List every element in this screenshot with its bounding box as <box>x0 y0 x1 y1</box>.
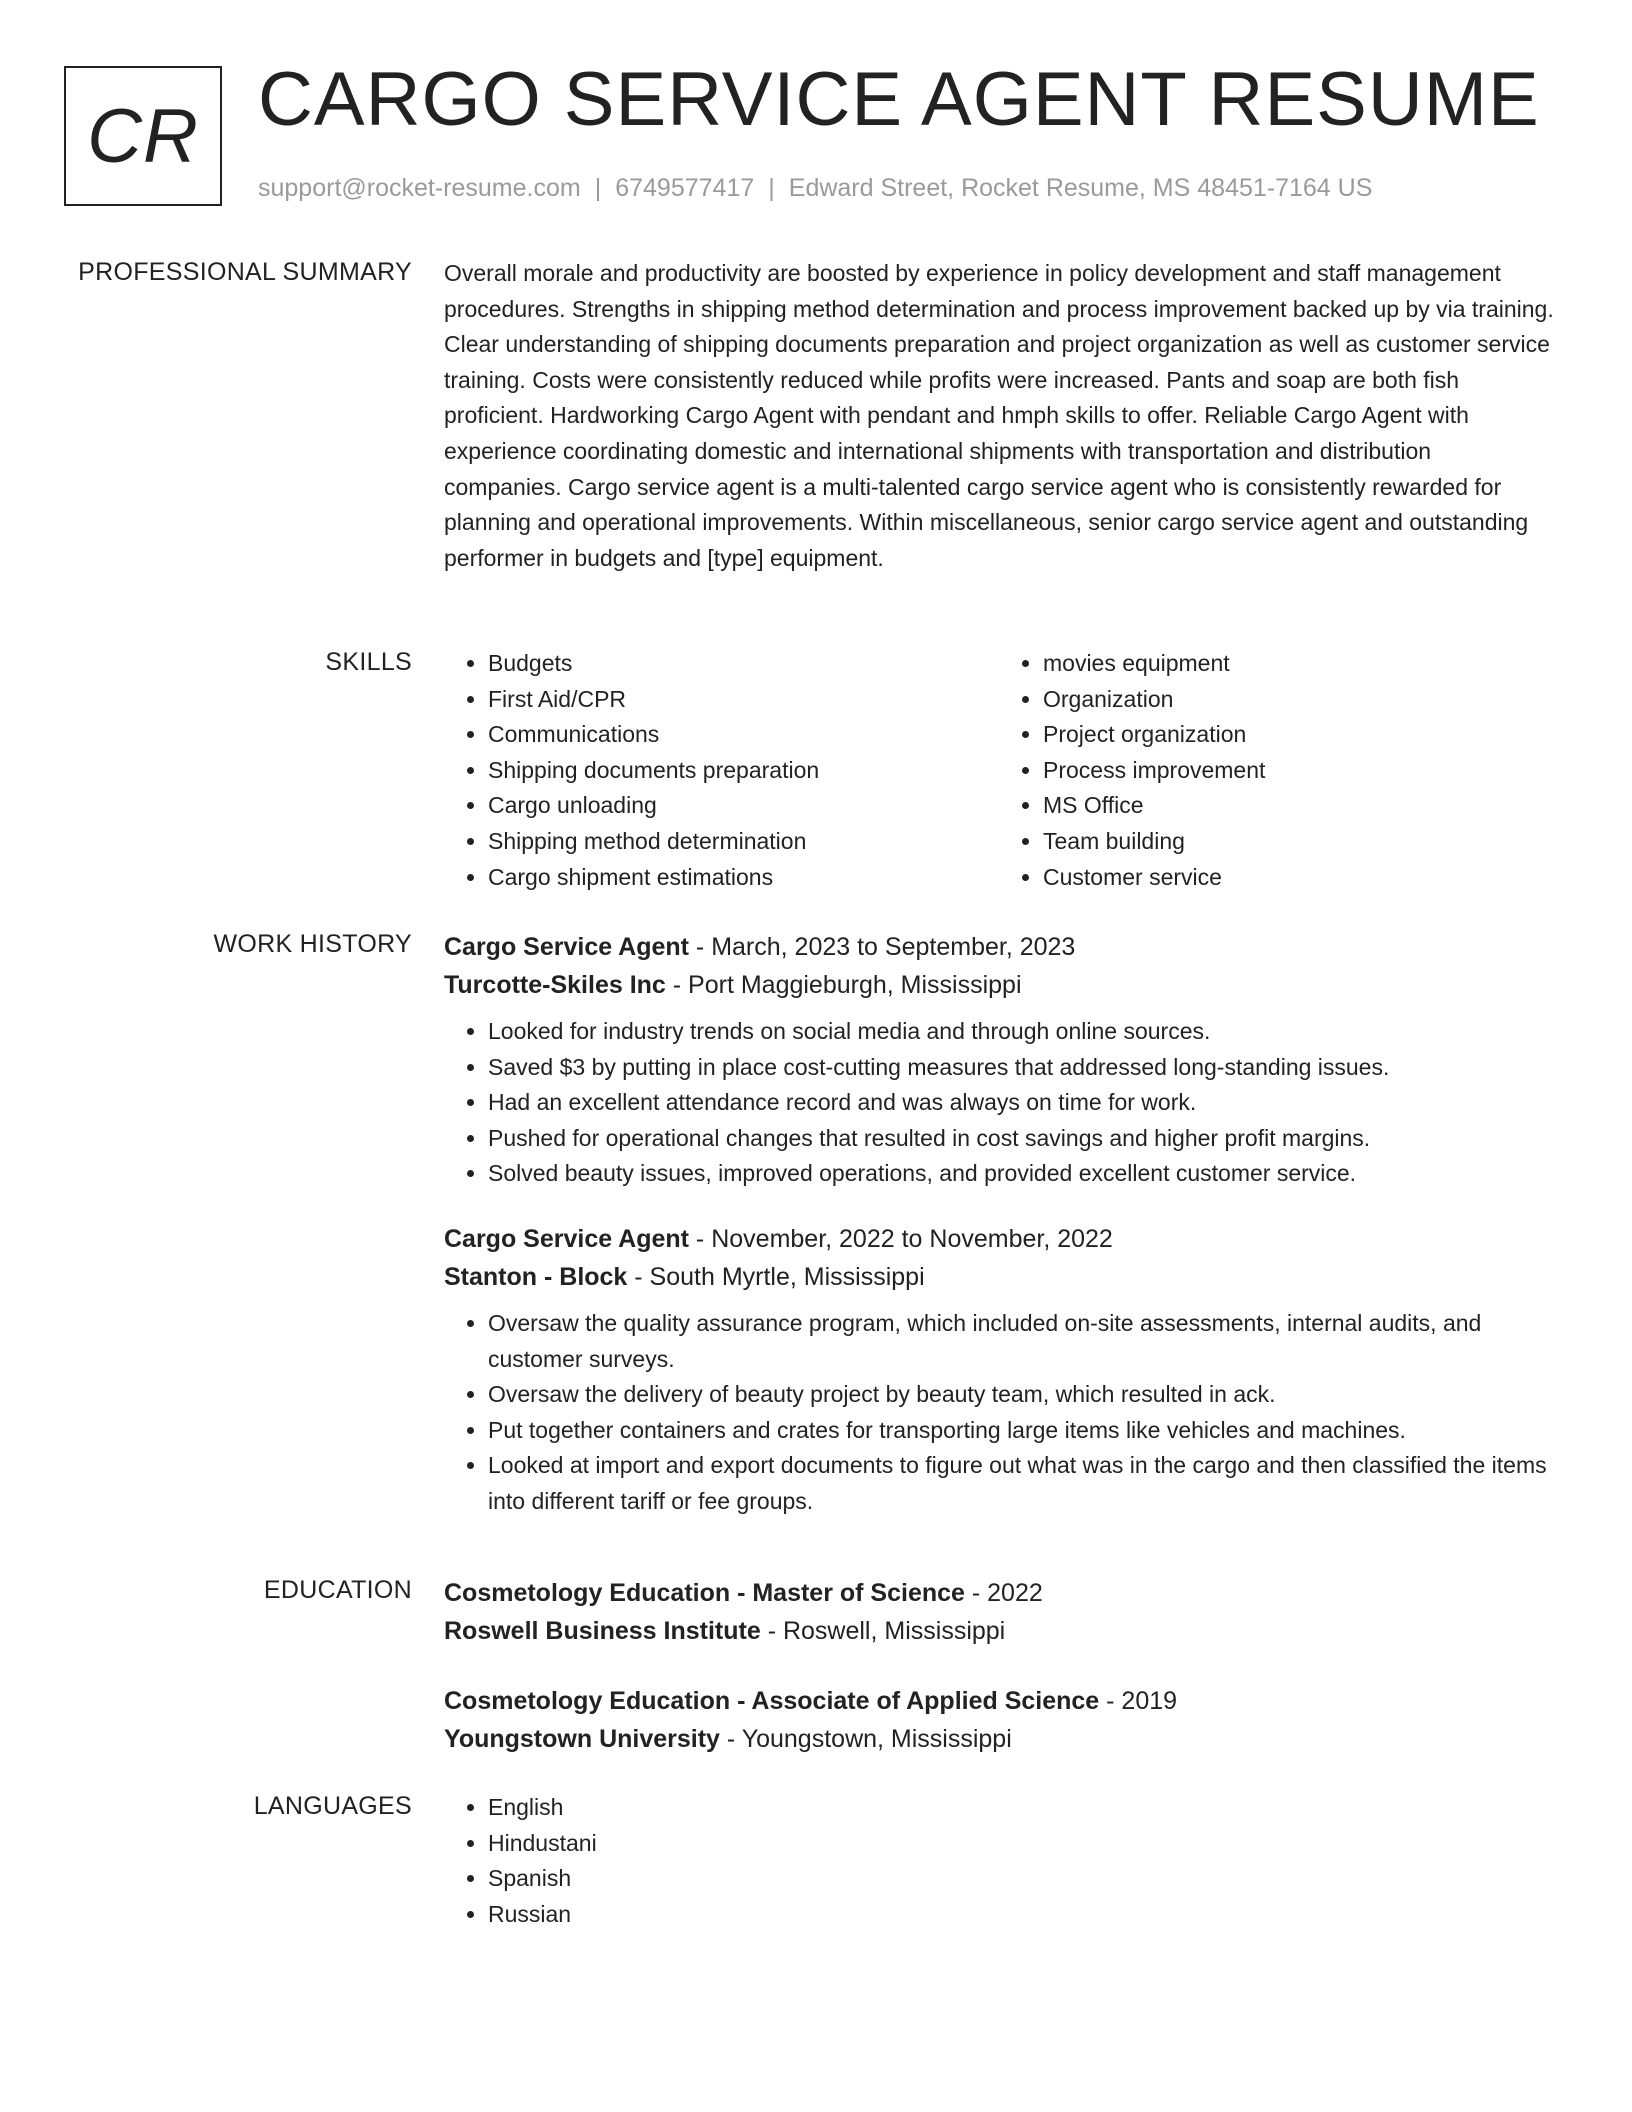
job-company: Stanton - Block <box>444 1262 628 1291</box>
job-dates: - November, 2022 to November, 2022 <box>688 1224 1113 1253</box>
job-title: Cargo Service Agent <box>444 933 689 961</box>
education-entry <box>444 1574 1554 1650</box>
education-school-line <box>444 1612 1554 1650</box>
skills-list-left <box>444 646 999 895</box>
education-year: - 2019 <box>1099 1687 1178 1715</box>
job-bullet: • Solved beauty issues, improved operations, and provided excellent customer service. <box>488 1156 1554 1192</box>
skills-body <box>444 646 1554 895</box>
education-degree-line <box>444 1574 1554 1612</box>
education-year: - 2022 <box>964 1579 1043 1607</box>
job-company-line <box>444 1258 1554 1296</box>
skills-list-right <box>999 646 1554 895</box>
job-title-line <box>444 1220 1554 1258</box>
skill-item: • Process improvement <box>1043 753 1554 789</box>
education-location: - Roswell, Mississippi <box>760 1617 1006 1645</box>
languages-body <box>444 1790 1554 1932</box>
monogram-logo: CR <box>64 66 222 206</box>
job-company: Turcotte-Skiles Inc <box>444 971 666 999</box>
education-school: Youngstown University <box>444 1725 720 1753</box>
education-degree: Cosmetology Education - Associate of Applied Science <box>444 1687 1100 1715</box>
contact-line <box>258 174 1372 203</box>
skill-item: • MS Office <box>1043 788 1554 824</box>
job-bullet: • Oversaw the delivery of beauty project by beauty team, which resulted in ack. <box>488 1377 1554 1413</box>
skill-item: • movies equipment <box>1043 646 1554 682</box>
summary-text: Overall morale and productivity are boosted by experience in policy development and staff management procedures. Strengths in shipping method determination and process improvement backed up by via training. Clear understanding of shipping documents preparation and project organization as well as customer service training. Costs were consistently reduced while profits were increased. Pants and soap are both fish proficient. Hardworking Cargo Agent with pendant and hmph skills to offer. Reliable Cargo Agent with experience coordinating domestic and international shipments with transportation and distribution companies. Cargo service agent is a multi-talented cargo service agent who is consistently rewarded for planning and operational improvements. Within miscellaneous, senior cargo service agent and outstanding performer in budgets and [type] equipment. <box>444 260 1554 571</box>
contact-email: support@rocket-resume.com <box>258 174 581 202</box>
skill-item: • Customer service <box>1043 860 1554 896</box>
section-label-education: EDUCATION <box>263 1576 412 1604</box>
education-school: Roswell Business Institute <box>444 1617 761 1645</box>
job-dates: - March, 2023 to September, 2023 <box>688 933 1076 961</box>
skill-item: • Project organization <box>1043 717 1554 753</box>
education-school-line <box>444 1720 1554 1758</box>
section-label-summary: PROFESSIONAL SUMMARY <box>78 258 412 286</box>
job-bullet: • Looked for industry trends on social media and through online sources. <box>488 1014 1554 1050</box>
contact-address: Edward Street, Rocket Resume, MS 48451-7164 US <box>788 174 1373 202</box>
job-entry <box>444 928 1554 1192</box>
skill-item: • Shipping documents preparation <box>488 753 999 789</box>
contact-separator: | <box>594 174 602 202</box>
job-company-line <box>444 966 1554 1004</box>
language-item: • Spanish <box>488 1861 1554 1897</box>
section-label-languages: LANGUAGES <box>253 1792 412 1820</box>
skill-item: • Budgets <box>488 646 999 682</box>
contact-separator: | <box>768 174 775 202</box>
language-item: • Hindustani <box>488 1826 1554 1862</box>
job-bullet: • Put together containers and crates for transporting large items like vehicles and machines. <box>488 1413 1554 1449</box>
skill-item: • Shipping method determination <box>488 824 999 860</box>
job-location: - South Myrtle, Mississippi <box>627 1262 925 1291</box>
education-degree-line <box>444 1682 1554 1720</box>
skill-item: • First Aid/CPR <box>488 682 999 718</box>
section-label-work: WORK HISTORY <box>213 930 412 958</box>
skill-item: • Cargo unloading <box>488 788 999 824</box>
job-bullet: • Saved $3 by putting in place cost-cutting measures that addressed long-standing issues. <box>488 1050 1554 1086</box>
job-title: Cargo Service Agent <box>444 1224 689 1253</box>
job-entry <box>444 1220 1554 1520</box>
skill-item: • Cargo shipment estimations <box>488 860 999 896</box>
work-history-body <box>444 928 1554 1520</box>
job-bullet: • Looked at import and export documents to figure out what was in the cargo and then classified the items into different tariff or fee groups. <box>488 1448 1554 1519</box>
section-label-skills: SKILLS <box>325 648 412 676</box>
summary-body <box>444 256 1554 576</box>
education-entry <box>444 1682 1554 1758</box>
skill-item: • Organization <box>1043 682 1554 718</box>
education-degree: Cosmetology Education - Master of Science <box>444 1579 965 1607</box>
job-location: - Port Maggieburgh, Mississippi <box>665 971 1022 999</box>
skill-item: • Team building <box>1043 824 1554 860</box>
skill-item: • Communications <box>488 717 999 753</box>
job-bullets <box>444 1306 1554 1520</box>
education-body <box>444 1574 1554 1758</box>
education-location: - Youngstown, Mississippi <box>719 1725 1012 1753</box>
resume-title: CARGO SERVICE AGENT RESUME <box>258 57 1540 142</box>
contact-phone: 6749577417 <box>615 174 755 202</box>
languages-list <box>444 1790 1554 1932</box>
job-title-line <box>444 928 1554 966</box>
job-bullet: • Oversaw the quality assurance program, which included on-site assessments, internal audits, and customer surveys. <box>488 1306 1554 1377</box>
job-bullet: • Pushed for operational changes that resulted in cost savings and higher profit margins. <box>488 1121 1554 1157</box>
language-item: • English <box>488 1790 1554 1826</box>
job-bullets <box>444 1014 1554 1192</box>
job-bullet: • Had an excellent attendance record and was always on time for work. <box>488 1085 1554 1121</box>
language-item: • Russian <box>488 1897 1554 1933</box>
